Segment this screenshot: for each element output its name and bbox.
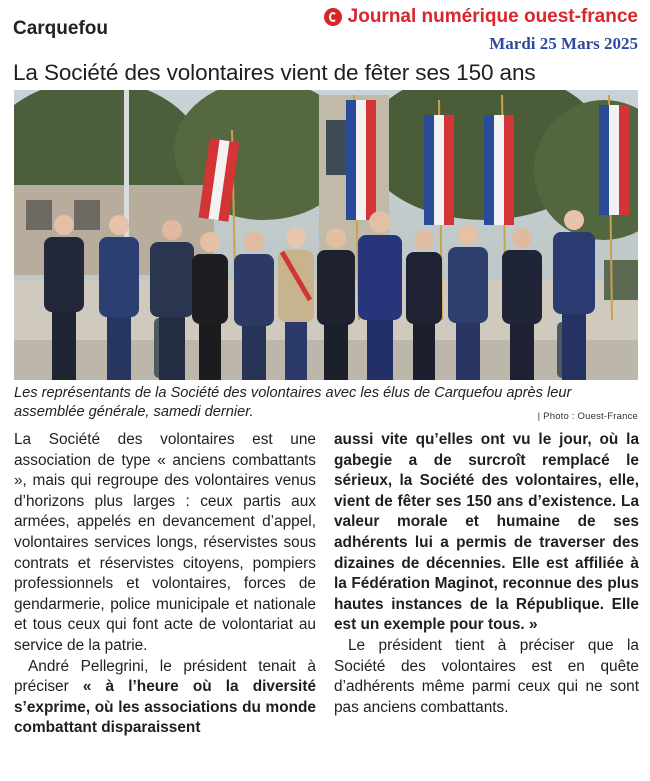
paragraph-president-quote xyxy=(14,657,316,739)
photo-credit: | Photo : Ouest-France xyxy=(537,411,638,422)
quote-lead-in: André Pellegrini, le président tenait à préciser xyxy=(14,657,316,696)
quote-start: « à l’heure où la diversité s’exprime, où les associations du monde combattant disparaissent xyxy=(14,678,317,737)
group-photo xyxy=(14,90,638,380)
paragraph-membership: Le président tient à préciser que la Société des volontaires est en quête d’adhérents même parmi ceux qui ne sont pas anciens combattants. xyxy=(334,636,639,716)
article-headline: La Société des volontaires vient de fêter ses 150 ans xyxy=(13,60,536,85)
page-header xyxy=(0,0,650,58)
brand-name: Journal numérique ouest-france xyxy=(347,6,638,27)
group-photo-illustration xyxy=(14,90,638,380)
quote-continuation: aussi vite qu’elles ont vu le jour, où la gabegie a de surcroît remplacé le sérieux, la Société des volontaires, elle, vient de fêter ses 150 ans d’existence. La valeur morale et humaine de ses adhérents lui a permis de traverser des dizaines de décennies. Elle est affiliée à la Fédération Maginot, reconnue des plus hautes instances de la République. Elle est un exemple pour tous. » xyxy=(334,431,639,634)
article-column-left xyxy=(14,430,316,739)
publication-date: Mardi 25 Mars 2025 xyxy=(489,34,638,53)
brand xyxy=(324,6,638,28)
ouest-france-logo-icon xyxy=(324,8,342,26)
article-column-right xyxy=(334,430,639,718)
section-city: Carquefou xyxy=(13,18,108,39)
photo-caption: Les représentants de la Société des volontaires avec les élus de Carquefou après leur assemblée générale, samedi dernier. xyxy=(14,385,572,420)
paragraph-intro: La Société des volontaires est une association de type « anciens combattants », mais qui regroupe des volontaires venus d’horizons plus larges : ceux partis aux armées, appelés en devancement d’appel, volontaires services longs, réservistes sous contrats et réservistes citoyens, pompiers professionnels et volontaires, forces de gendarmerie, police municipale et nationale et tous ceux qui font acte de volontariat au service de la patrie. xyxy=(14,431,316,654)
